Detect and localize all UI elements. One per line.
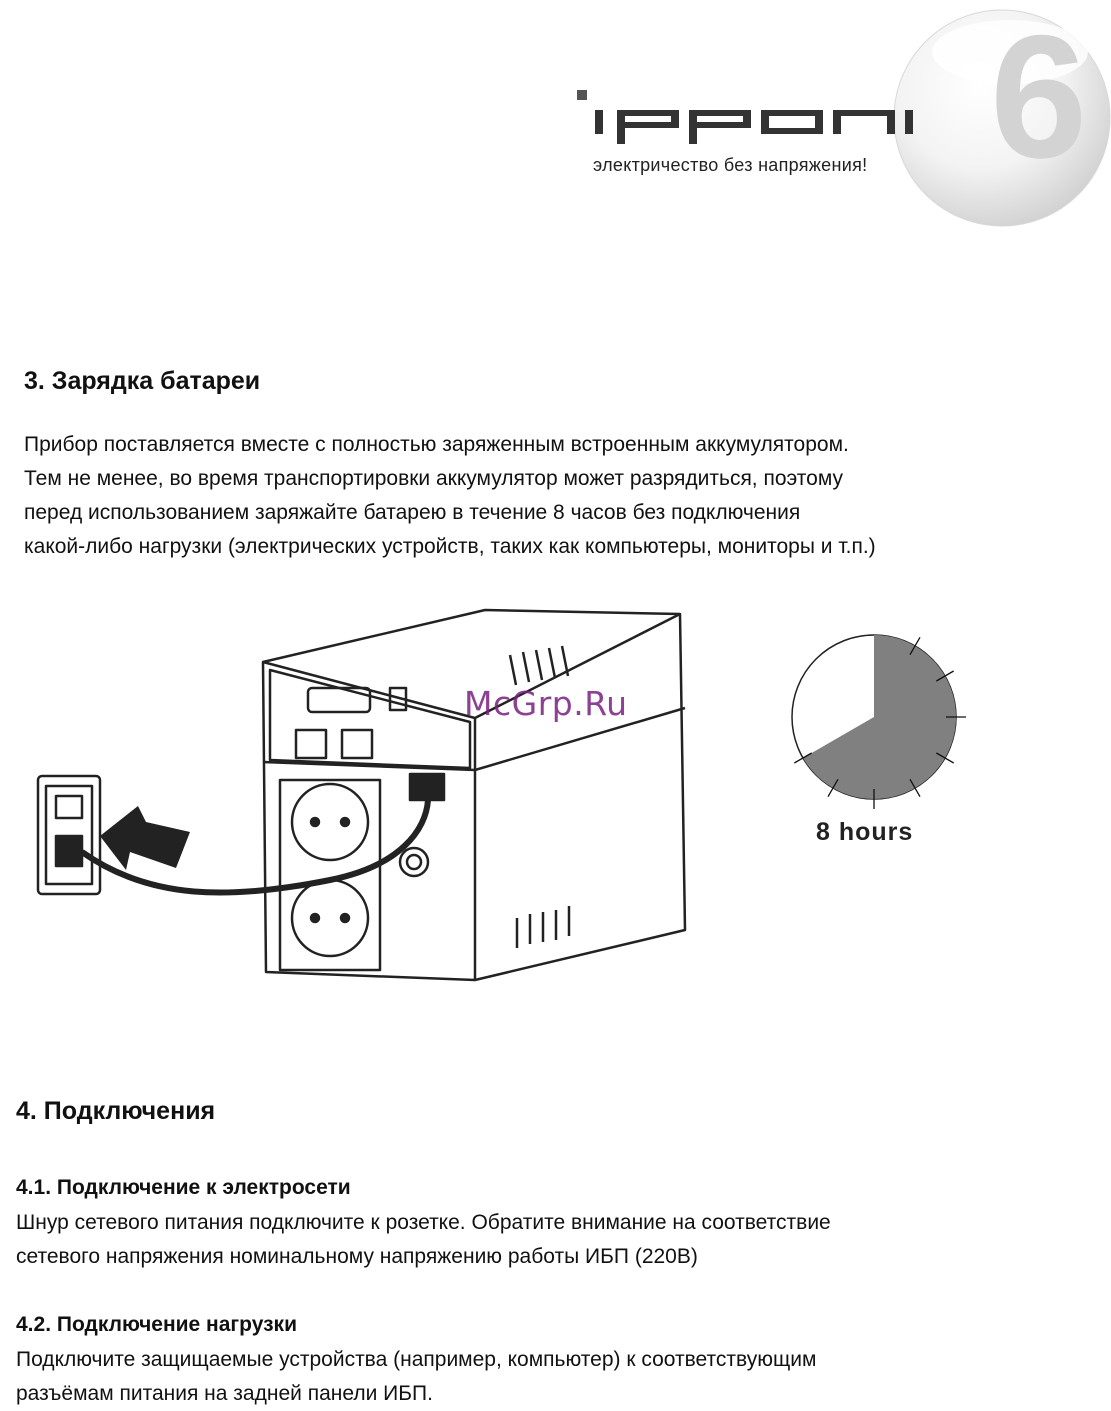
paragraph-line: сетевого напряжения номинальному напряжению работы ИБП (220В) <box>16 1245 698 1268</box>
paragraph-line: Тем не менее, во время транспортировки аккумулятор может разрядиться, поэтому <box>24 467 844 490</box>
page-number-bubble <box>0 0 1111 240</box>
paragraph-line: перед использованием заряжайте батарею в течение 8 часов без подключения <box>24 501 801 524</box>
ippon-logo <box>575 88 935 148</box>
paragraph-line: разъёмам питания на задней панели ИБП. <box>16 1382 433 1405</box>
section-4-1-title: 4.1. Подключение к электросети <box>16 1176 351 1199</box>
paragraph-line: Подключите защищаемые устройства (например, компьютер) к соответствующим <box>16 1348 817 1371</box>
clock-label: 8 hours <box>816 818 914 846</box>
watermark: McGrp.Ru <box>464 684 628 723</box>
section-4-2-text <box>16 1343 816 1411</box>
clock-8-hours-chart <box>774 620 974 820</box>
section-4-title: 4. Подключения <box>16 1097 216 1125</box>
paragraph-line: Прибор поставляется вместе с полностью заряженным встроенным аккумулятором. <box>24 433 849 456</box>
arrow-icon <box>100 806 190 870</box>
brand-tagline: электричество без напряжения! <box>593 155 868 175</box>
section-4-2-title: 4.2. Подключение нагрузки <box>16 1313 297 1336</box>
paragraph-line: Шнур сетевого питания подключите к розетке. Обратите внимание на соответствие <box>16 1211 831 1234</box>
paragraph-line: какой-либо нагрузки (электрических устройств, таких как компьютеры, мониторы и т.п.) <box>24 535 876 558</box>
page-number: 6 <box>990 0 1088 195</box>
section-3-paragraph <box>24 428 876 564</box>
ups-connection-illustration <box>30 600 750 1020</box>
section-3-title: 3. Зарядка батареи <box>24 367 261 395</box>
section-4-1-text <box>16 1206 831 1274</box>
